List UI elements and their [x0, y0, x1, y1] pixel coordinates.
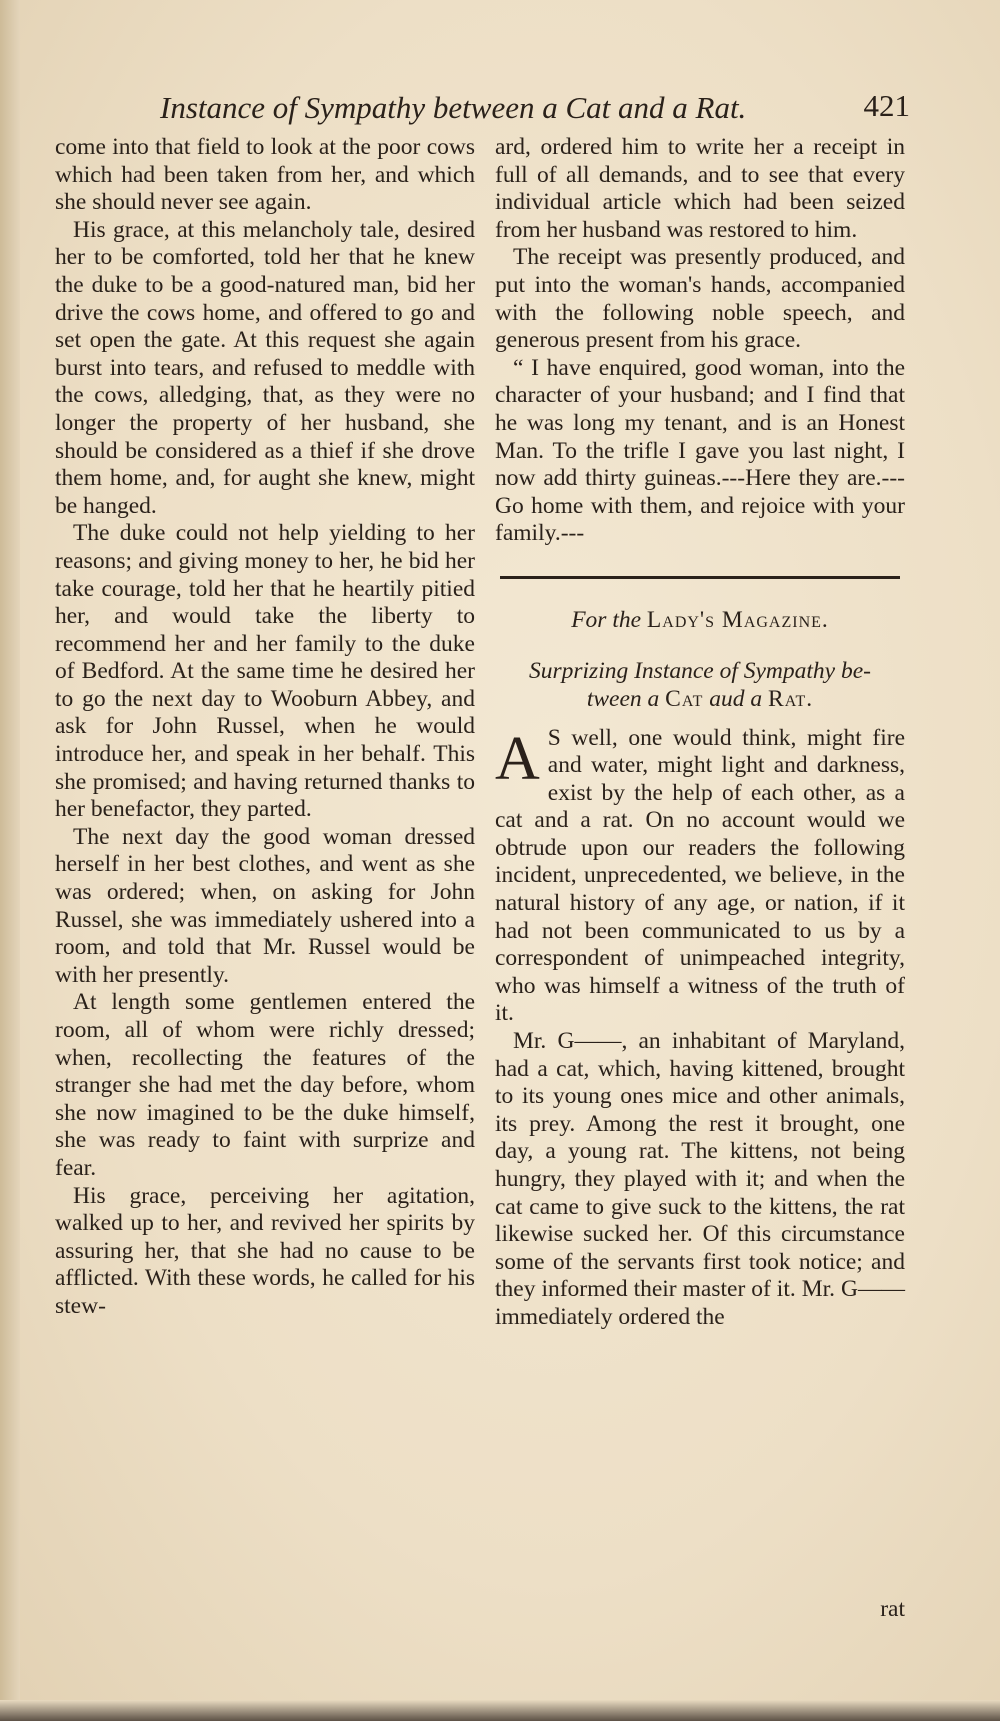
magazine-heading	[495, 607, 905, 635]
magazine-name: Lady's Magazine.	[646, 606, 829, 633]
article-title-cat: Cat	[665, 685, 704, 712]
paragraph: come into that field to look at the poor cows which had been taken from her, and which she should never see again.	[55, 134, 475, 216]
paragraph: His grace, perceiving her agitation, walked up to her, and revived her spirits by assuring her, that she had no cause to be afflicted. With these words, he called for his stew-	[55, 1182, 475, 1319]
right-column	[495, 134, 905, 1332]
paragraph: The receipt was presently produced, and put into the woman's hands, accompanied with the following noble speech, and generous present from his grace.	[495, 244, 905, 354]
paragraph: The next day the good woman dressed herself in her best clothes, and went as she was ordered; when, on asking for John Russel, she was immediately ushered into a room, and told that Mr. Russel would be with her presently.	[55, 823, 475, 988]
running-title: Instance of Sympathy between a Cat and a Rat.	[160, 90, 747, 125]
article-paragraph: Mr. G——, an inhabitant of Maryland, had a cat, which, having kittened, brought to its young ones mice and other animals, its prey. Among the rest it brought, one day, a young rat. The kittens, not being hungry, they played with it; and when the cat came to give suck to the kittens, the rat likewise sucked her. Of this circumstance some of the servants first took notice; and they informed their master of it. Mr. G—— immediately ordered the	[495, 1028, 905, 1330]
catchword: rat	[880, 1596, 905, 1622]
section-divider	[500, 576, 900, 579]
paragraph: His grace, at this melancholy tale, desired her to be comforted, told her that he knew the duke to be a good-natured man, bid her drive the cows home, and offered to go and set open the gate. At this request she again burst into tears, and refused to meddle with the cows, alledging, that, as they were no longer the property of her husband, she should be considered as a thief if she drove them home, and, for aught she knew, might be hanged.	[55, 216, 475, 519]
running-head	[160, 84, 910, 130]
paragraph: At length some gentlemen entered the room, all of whom were richly dressed; when, recollecting the features of the stranger she had met the day before, whom she now imagined to be the duke himself, she was ready to faint with surprize and fear.	[55, 989, 475, 1181]
article-title-rat: Rat.	[768, 685, 814, 712]
article-title-tween: tween a	[586, 685, 660, 712]
article-title	[495, 657, 905, 713]
magazine-prefix: For the	[571, 606, 642, 633]
article-title-line2	[495, 685, 905, 713]
article-paragraph	[495, 725, 905, 1029]
page-bottom-edge	[0, 1700, 1000, 1721]
paragraph: “ I have enquired, good woman, into the character of your husband; and I find that he was long my tenant, and is an Honest Man. To the trifle I gave you last night, I now add thirty guineas.---Here they are.---Go home with them, and rejoice with your family.---	[495, 354, 905, 547]
book-gutter	[0, 0, 20, 1721]
paragraph: ard, ordered him to write her a receipt in full of all demands, and to see that every individual article which had been seized from her husband was restored to him.	[495, 134, 905, 243]
left-column	[55, 134, 475, 1321]
drop-cap: A	[495, 724, 540, 793]
article-title-and: aud a	[709, 685, 763, 712]
article-opening-text: S well, one would think, might fire and water, might light and darkness, exist by the help of each other, as a cat and a rat. On no account would we obtrude upon our readers the following incident, unprecedented, we believe, in the natural history of any age, or nation, if it had not been communicated to us by a correspondent of unimpeached integrity, who was himself a witness of the truth of it.	[495, 724, 905, 1027]
page-number: 421	[863, 88, 910, 123]
paragraph: The duke could not help yielding to her reasons; and giving money to her, he bid her take courage, told her that he heartily pitied her, and would take the liberty to recommend her and her family to the duke of Bedford. At the same time he desired her to go the next day to Wooburn Abbey, and ask for John Russel, when he would introduce her, and speak in her behalf. This she promised; and having returned thanks to her benefactor, they parted.	[55, 520, 475, 823]
article-title-line1: Surprizing Instance of Sympathy be-	[528, 657, 871, 684]
